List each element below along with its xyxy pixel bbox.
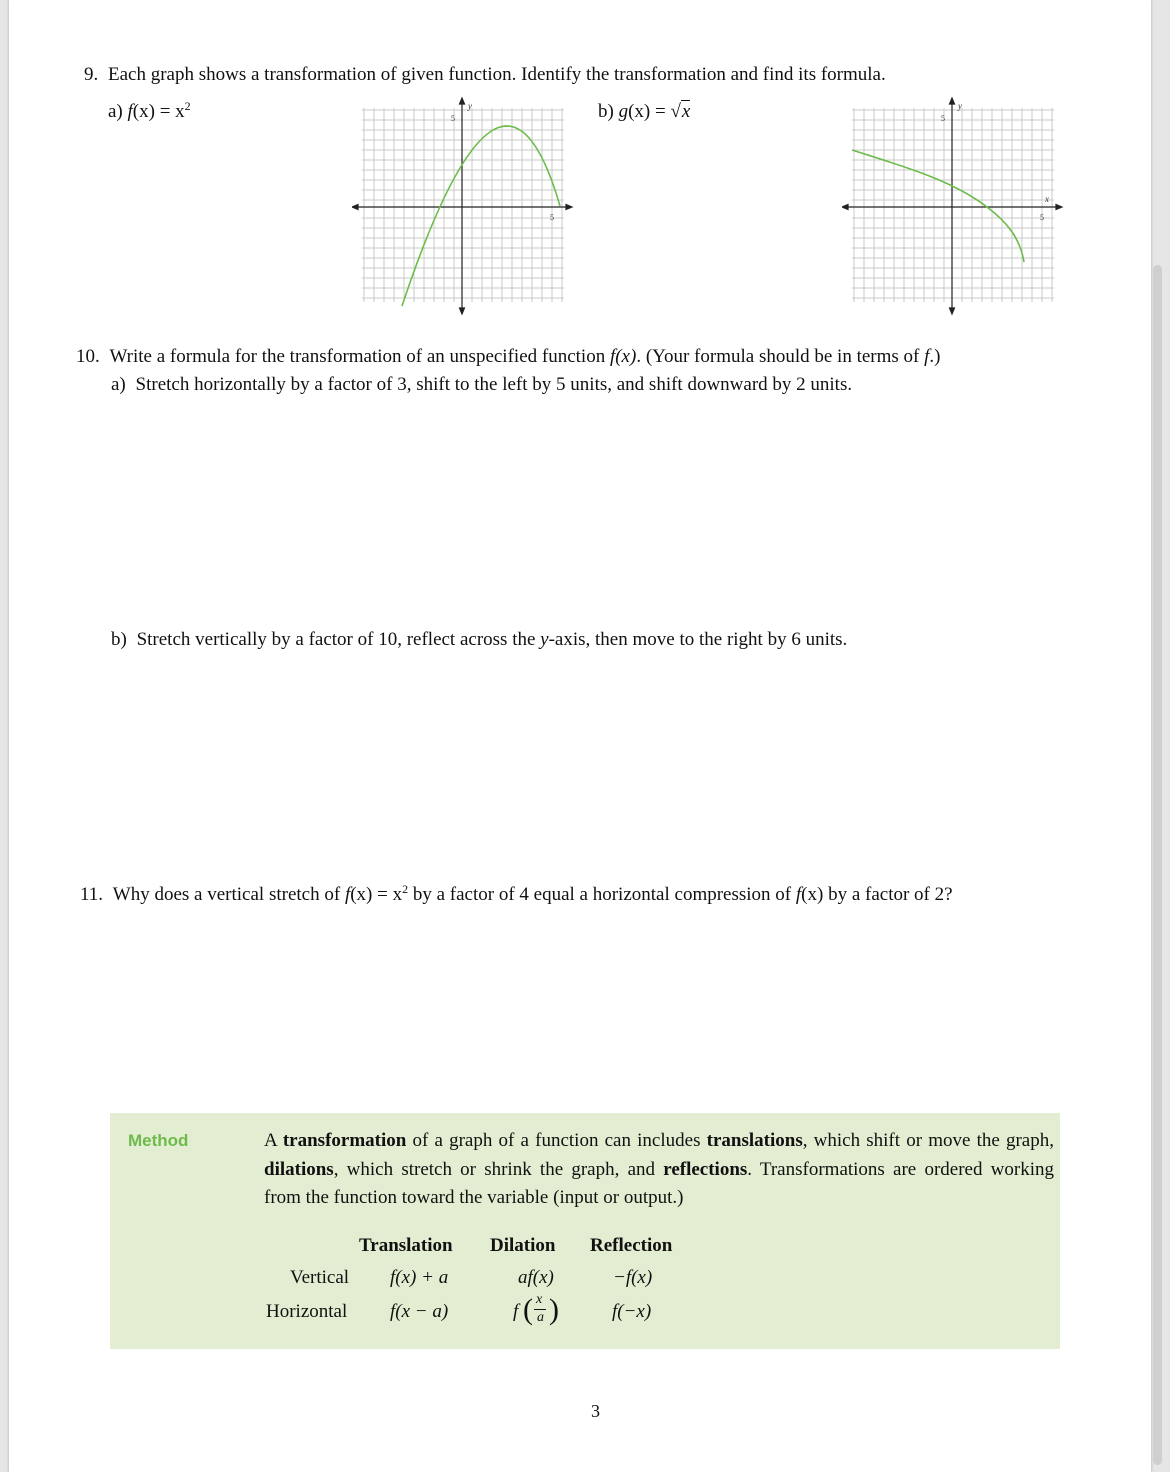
question-9-text: Each graph shows a transformation of given function. Identify the transformation and find its formula. [108,64,886,85]
graph-b-y-label: y [958,101,962,111]
scrollbar[interactable] [1153,265,1162,1465]
graph-a-y-label: y [468,101,472,111]
graph-b-y-tick: 5 [941,114,945,123]
question-10: 10. Write a formula for the transformation of an unspecified function f(x). (Your formula should be in terms of f.) [76,346,941,367]
question-10a: a) Stretch horizontally by a factor of 3, shift to the left by 5 units, and shift downward by 2 units. [111,374,853,395]
graph-b [842,96,1064,316]
table-vertical-translation: f(x) + a [390,1267,449,1288]
graph-b-x-tick: 5 [1040,213,1044,222]
graph-a-parabola [402,126,560,306]
graph-b-grid [852,108,1054,302]
question-9 [84,64,886,86]
question-10a-text: Stretch horizontally by a factor of 3, shift to the left by 5 units, and shift downward by 2 units. [135,374,853,395]
table-horizontal-translation: f(x − a) [390,1301,449,1322]
page-number: 3 [591,1401,600,1421]
graph-b-x-label: x [1045,194,1049,204]
table-row-horizontal-label: Horizontal [266,1301,348,1322]
table-vertical-reflection: −f(x) [613,1267,653,1288]
question-11-number: 11. [80,884,104,905]
graph-a-grid [362,108,564,302]
graph-b-root-curve [852,150,1024,262]
graph-a-y-tick: 5 [451,114,455,123]
method-label: Method [128,1131,189,1150]
sqrt-sign: √ [670,101,681,122]
question-10-number: 10. [76,346,100,367]
table-horizontal-reflection: f(−x) [612,1301,652,1322]
question-9b-function: b) g(x) = √x [598,101,691,122]
table-vertical-dilation: af(x) [518,1267,554,1288]
table-row-vertical-label: Vertical [290,1267,350,1288]
question-9a-function: a) $f(x) = x^2$ [108,99,191,122]
graph-a-x-tick: 5 [550,213,554,222]
table-header-dilation: Dilation [490,1235,556,1256]
graph-a [352,96,574,316]
question-9-number: 9. [84,64,99,85]
method-text: A transformation of a graph of a function can includes translations, which shift or move the graph, dilations, which stretch or shrink the graph, and reflections. Transformations are ordered working from the function toward the variable (input or output.) [264,1130,1055,1208]
method-box: Method A transformation of a graph of a function can includes translations, which shift or move the graph, dilations, which stretch or shrink the graph, and reflections. Transformations are ordered working from the function toward the variable (input or output.) Translation Dilation Reflection Vertical f(x) + a af(x) −f(x) Horizontal f(x − a) f ( x a ) f(−x) [110,1113,1060,1349]
question-11: 11. Why does a vertical stretch of $f(x) = x^2$ by a factor of 4 equal a horizontal compression of f(x) by a factor of 2? [80,882,953,905]
question-10b: b) Stretch vertically by a factor of 10, reflect across the y-axis, then move to the right by 6 units. [111,629,848,650]
table-header-reflection: Reflection [590,1235,673,1256]
table-header-translation: Translation [359,1235,453,1256]
